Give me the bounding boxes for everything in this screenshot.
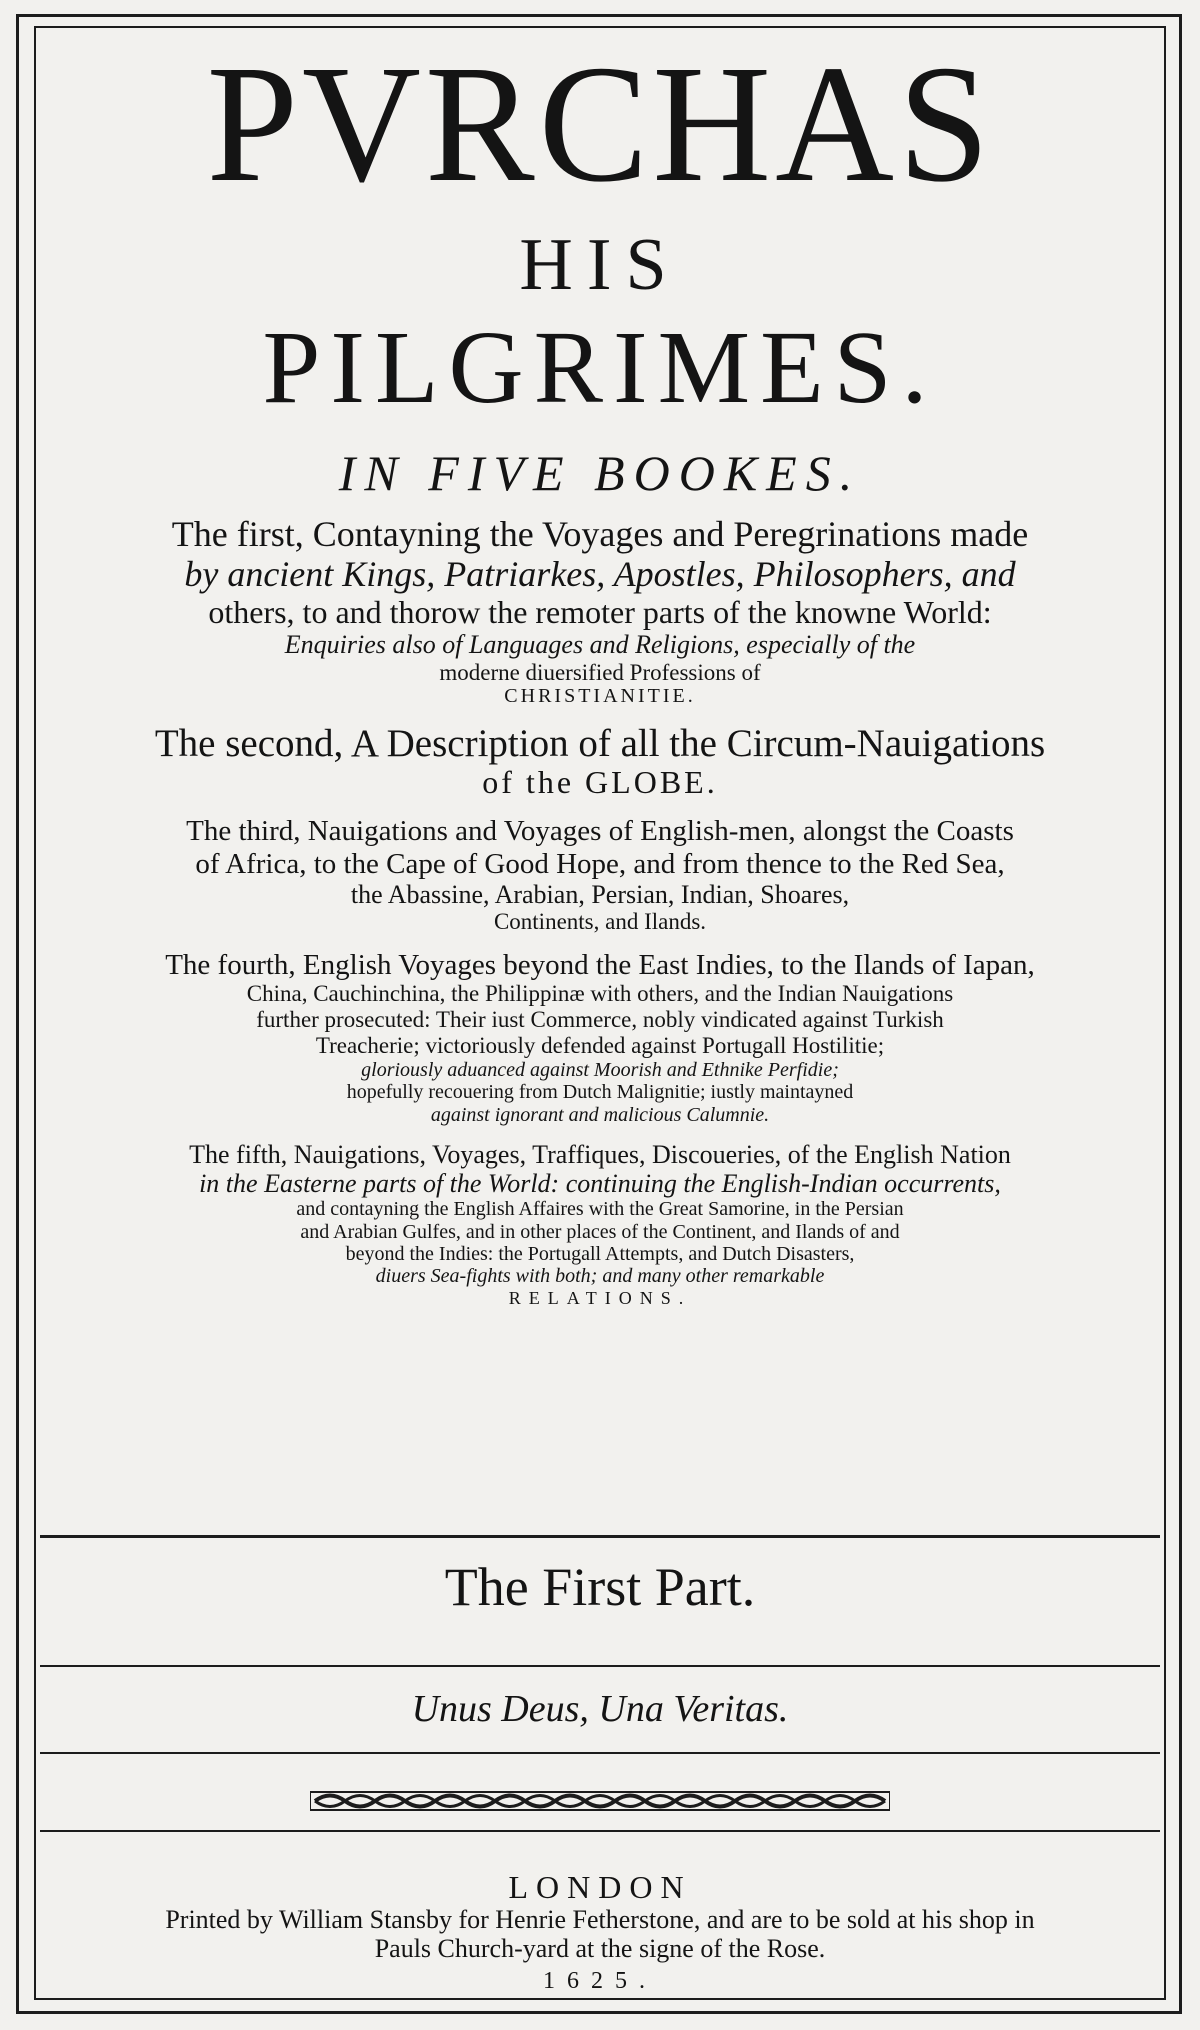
divider-rule	[40, 1830, 1160, 1832]
book5-line: in the Easterne parts of the World: continuing the English-Indian occurrents,	[199, 1169, 1001, 1198]
imprint-line: Printed by William Stansby for Henrie Fetherstone, and are to be sold at his shop in	[165, 1905, 1035, 1935]
book2-line: The second, A Description of all the Circum-Nauigations	[154, 721, 1046, 765]
book5-line: RELATIONS.	[508, 1287, 692, 1308]
book5-line: and Arabian Gulfes, and in other places of the Continent, and Ilands of and	[300, 1220, 900, 1243]
subtitle-five-books: IN FIVE BOOKES.	[338, 445, 862, 501]
book3-line: of Africa, to the Cape of Good Hope, and from thence to the Red Sea,	[195, 847, 1005, 880]
imprint	[40, 1870, 1160, 1996]
title-purchas: PVRCHAS	[206, 31, 994, 217]
book4-line: hopefully recouering from Dutch Malignitie; iustly maintayned	[346, 1081, 854, 1104]
book4-line: China, Cauchinchina, the Philippinæ with others, and the Indian Nauigations	[246, 981, 954, 1007]
book1-line: moderne diuersified Professions of	[439, 659, 761, 685]
divider-rule	[40, 1665, 1160, 1667]
divider-rule	[40, 1752, 1160, 1754]
book-two-description	[40, 722, 1160, 802]
book5-line: The fifth, Nauigations, Voyages, Traffiques, Discoueries, of the English Nation	[189, 1139, 1011, 1169]
book3-line: the Abassine, Arabian, Persian, Indian, Shoares,	[350, 880, 850, 910]
book1-line: CHRISTIANITIE.	[504, 685, 696, 708]
ornament-band-icon	[310, 1786, 890, 1816]
book1-line: by ancient Kings, Patriarkes, Apostles, Philosophers, and	[184, 554, 1016, 595]
book1-line: others, to and thorow the remoter parts of the knowne World:	[208, 593, 992, 630]
motto: Unus Deus, Una Veritas.	[411, 1688, 789, 1730]
imprint-year: 1625.	[543, 1968, 657, 1995]
imprint-city: LONDON	[508, 1869, 692, 1905]
book3-line: The third, Nauigations and Voyages of English-men, alongst the Coasts	[186, 815, 1014, 848]
book4-line: gloriously aduanced against Moorish and Ethnike Perfidie;	[361, 1058, 839, 1081]
book-four-description	[40, 949, 1160, 1126]
book5-line: beyond the Indies: the Portugall Attempts, and Dutch Disasters,	[345, 1242, 855, 1265]
book4-line: further prosecuted: Their iust Commerce, nobly vindicated against Turkish	[256, 1007, 944, 1033]
book2-line: of the GLOBE.	[482, 764, 718, 801]
book4-line: against ignorant and malicious Calumnie.	[430, 1103, 770, 1126]
book-one-description	[40, 514, 1160, 708]
imprint-line: Pauls Church-yard at the signe of the Rose.	[374, 1934, 826, 1964]
book4-line: The fourth, English Voyages beyond the East Indies, to the Ilands of Iapan,	[165, 949, 1035, 981]
book5-line: diuers Sea-fights with both; and many other remarkable	[375, 1265, 825, 1288]
book4-line: Treacherie; victoriously defended against Portugall Hostilitie;	[315, 1032, 885, 1058]
title-page-content	[40, 30, 1160, 1995]
title-his: HIS	[519, 224, 681, 306]
first-part-heading: The First Part.	[444, 1557, 756, 1617]
book-three-description	[40, 815, 1160, 935]
book-five-description	[40, 1140, 1160, 1308]
title-pilgrimes: PILGRIMES.	[262, 310, 938, 425]
divider-rule	[40, 1535, 1160, 1538]
book5-line: and contayning the English Affaires with the Great Samorine, in the Persian	[296, 1198, 904, 1221]
book1-line: Enquiries also of Languages and Religions, especially of the	[284, 630, 916, 660]
book1-line: The first, Contayning the Voyages and Peregrinations made	[171, 514, 1029, 554]
book3-line: Continents, and Ilands.	[493, 909, 707, 935]
